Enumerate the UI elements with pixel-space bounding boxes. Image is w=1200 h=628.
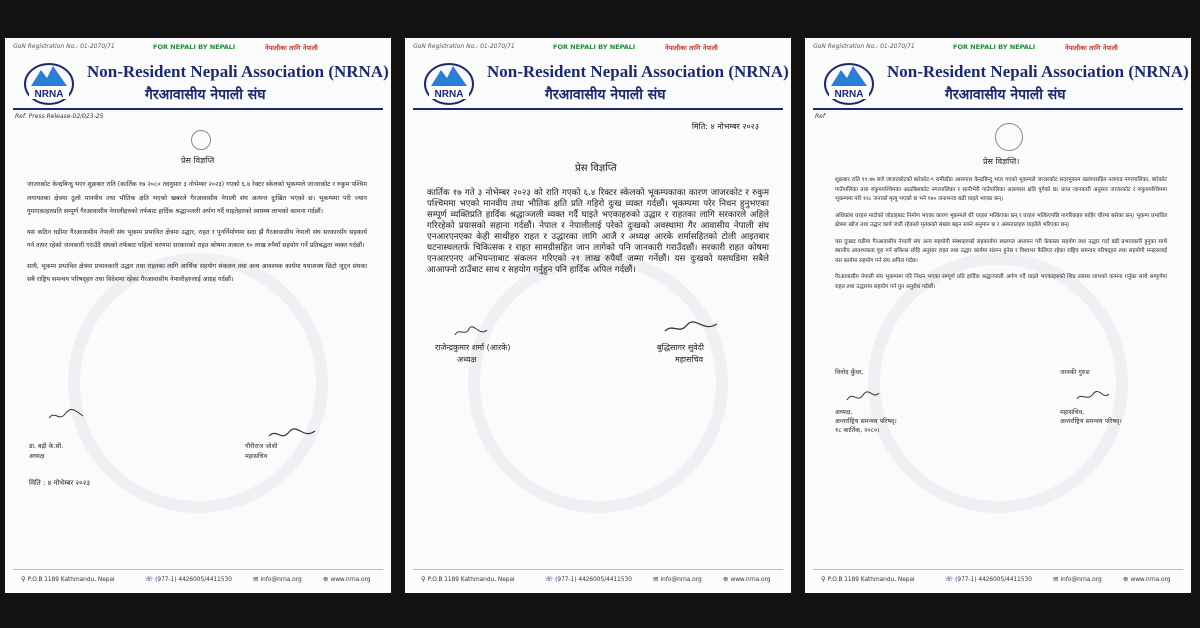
signature-date: १८ कार्तिक, २०८०। bbox=[835, 427, 880, 434]
signature-icon bbox=[1075, 390, 1111, 404]
signatory-left-name: विनोद कुँवर, bbox=[835, 369, 864, 376]
letterhead-topbar bbox=[813, 43, 1183, 53]
email-icon: ✉ bbox=[1053, 575, 1059, 583]
body-paragraph: अधिकांश घरहरु माटोको जोडाइबाट निर्माण भएका कारण भूकम्पले धेरै घरहरु भत्किएका छन् र घरहरु भत्किएपछि नागरिकहरु बाहिर चौरमा बसेका छन्। भूकम्प प्रभावित क्षेत्रमा खोज तथा उद्धार कार्य जारी रहेकाले मृतकको संख्या बढ्न सक्ने अनुमान छ र अस्पतालहरु घाइतेले भरिएका छन्। bbox=[835, 212, 1167, 228]
slogan-np: नेपालीका लागि नेपाली bbox=[665, 44, 718, 52]
signatory-council: अन्तर्राष्ट्रिय समन्वय परिषद्। bbox=[1060, 418, 1122, 425]
watermark-logo bbox=[468, 253, 728, 513]
signatory-right bbox=[245, 442, 277, 462]
logo-text: NRNA bbox=[34, 89, 64, 100]
body-paragraph: यस दुःखद घडीमा गैरआवासीय नेपाली संघ अन्य सहयोगी संस्थाहरुको सहकार्यमा स्थलगत अध्ययन गरी केकस्ता सहयोग तथा उद्धार गर्दा बढी प्रभावकारी हुनुका साथै स्थानीय आवश्यकता पूरा गर्न सकिन्छ सोहि अनुसार राहत तथा उद्धार कार्यमा संलग्न हुनेछ र विश्वभर फैलिएर रहेका राष्ट्रिय समन्वय परिषद्हरु तथा सहयोगी मनहरुलाई यस कार्यमा सहयोग गर्न संघ अपिल गर्दछ। bbox=[835, 238, 1167, 264]
header-divider bbox=[413, 108, 783, 110]
footer-phone: (977-1) 4426005/4411530 bbox=[555, 577, 632, 583]
body-paragraph: जाजरकोट केन्द्रबिन्दु भएर शुक्रबार राति (कार्तिक १७ २०८० तदनुसार ३ नोभेम्बर २०२३) गएको ६.४ रेक्टर स्केलको भूकम्पले जाजरकोट र रुकुम पश्चिम लगायतका क्षेत्रमा ठूलो मानवीय तथा भौतिक क्षति भएको खबरले गैरआवासीय नेपाली संघ अत्यन्त दुःखित भएको छ। भूकम्पमा परी ज्यान गुमाएकाहरुप्रति सम्पूर्ण गैरआवासीय नेपालीहरुको तर्फबाट हार्दिक श्रद्धाञ्जली अर्पण गर्दै घाइतेहरुको स्वास्थ्य लाभको कामना गर्दछौं। bbox=[27, 181, 367, 215]
signature-icon bbox=[663, 321, 719, 335]
signatory-role: महासचिव bbox=[675, 355, 704, 364]
press-release-title: प्रेस विज्ञप्ति bbox=[181, 156, 215, 165]
nrna-logo-icon bbox=[423, 58, 475, 106]
footer-address: P.O.B 1189 Kathmandu, Nepal bbox=[427, 577, 515, 583]
registration-number: GoN Registration No.: 01-2070/71 bbox=[413, 43, 515, 50]
signatory-name: राजेन्द्रकुमार शर्मा (आरके) bbox=[435, 343, 511, 352]
letterhead-footer bbox=[405, 565, 791, 593]
reference-number: Ref bbox=[815, 113, 825, 120]
org-name-np: गैरआवासीय नेपाली संघ bbox=[545, 87, 666, 103]
press-release-body bbox=[835, 176, 1167, 299]
location-pin-icon: ⚲ bbox=[21, 575, 26, 583]
signatory-role: महासचिव, bbox=[1060, 409, 1085, 416]
signatory-name: बुद्धिसागर सुवेदी bbox=[657, 343, 705, 352]
org-name-en: Non-Resident Nepali Association (NRNA) bbox=[887, 62, 1189, 81]
signature-icon bbox=[267, 428, 317, 442]
slogan-np: नेपालीका लागि नेपाली bbox=[265, 44, 318, 52]
body-paragraph: गैरआवासीय नेपाली संघ भूकम्पमा परि निधन भएका सम्पूर्ण प्रति हार्दिक श्रद्धाञ्जली अर्पण गर्दै घाइते भएकाहरुको शिघ्र स्वास्थ लाभको कामना गर्नुका साथै सम्पूर्णमा राहत तथा उद्धारमा सहयोग गर्न पुन अनुरोध गर्दछौं। bbox=[835, 274, 1167, 290]
body-paragraph: शुक्रबार राति ११:४७ बजे जाजरकोटको बारेकोट-९ रामीडाँडा आसपास केन्द्रबिन्दु भएर गएको भूकम्पले जाजरकोट सदरमुकाम खलंगासहित नलगाड नगरपालिका, बारेकोट गाउँपालिका तथा रुकुमपश्चिमका आठबिसकोट नगरपालिका र सानीभेरी गाउँपालिका आसपास क्षति पुगेको छ। प्राप्त जानकारी अनुसार जाजरकोट र रुकुमपश्चिममा भूकम्पमा परी १२८ जनाको मृत्यु भएको छ भने १४० जनाभन्दा बढी घाइते भएका छन्। bbox=[835, 177, 1167, 202]
footer-address: P.O.B 1189 Kathmandu, Nepal bbox=[27, 577, 115, 583]
signatory-role: अध्यक्ष bbox=[29, 453, 45, 460]
body-paragraph: यस कठिन घडीमा गैरआवासीय नेपाली संघ भूकम्प प्रभावित क्षेत्रमा उद्धार, राहत र पुनर्निर्माणमा सदा झैं गैरआवासीय नेपाली संघ सरकारसँग सहकार्य गर्न तत्पर रहेको जानकारी गराउँदै संघको तर्फबाट पहिलो चरणमा सरकारको राहत कोषमा तत्काल १० लाख रुपैयाँ सहयोग गर्ने प्रतिबद्धता व्यक्त गर्दछौं। bbox=[27, 228, 367, 249]
signature-icon bbox=[47, 408, 87, 422]
signatory-role: अध्यक्ष bbox=[457, 355, 477, 364]
org-name-en: Non-Resident Nepali Association (NRNA) bbox=[87, 62, 389, 81]
signatory-name: गौरीराज जोशी bbox=[245, 443, 278, 450]
signatory-council: अन्तर्राष्ट्रिय समन्वय परिषद्। bbox=[835, 418, 897, 425]
signature-icon bbox=[453, 325, 493, 339]
release-date: मिति: ४ नोभम्बर २०२३ bbox=[691, 122, 759, 131]
signatory-name: डा. बद्री के.सी. bbox=[29, 443, 64, 450]
press-release-page-1 bbox=[5, 38, 391, 593]
email-icon: ✉ bbox=[253, 575, 259, 583]
footer-phone: (977-1) 4426005/4411530 bbox=[155, 577, 232, 583]
registration-number: GoN Registration No.: 01-2070/71 bbox=[13, 43, 115, 50]
slogan-en: FOR NEPALI BY NEPALI bbox=[953, 43, 1036, 51]
footer-web: www.nrna.org bbox=[730, 577, 771, 583]
press-release-body bbox=[27, 178, 367, 294]
phone-icon: ☏ bbox=[945, 575, 954, 583]
signatory-role: महासचिव bbox=[245, 453, 268, 460]
header-divider bbox=[813, 108, 1183, 110]
logo-text: NRNA bbox=[434, 89, 464, 100]
footer-address: P.O.B 1189 Kathmandu, Nepal bbox=[827, 577, 915, 583]
org-name-np: गैरआवासीय नेपाली संघ bbox=[145, 87, 266, 103]
signatory-left bbox=[29, 442, 63, 462]
signatory-role: अध्यक्ष, bbox=[835, 409, 853, 416]
reference-number: Ref. Press Release-02/023-25 bbox=[15, 113, 104, 120]
org-name-np: गैरआवासीय नेपाली संघ bbox=[945, 87, 1066, 103]
email-icon: ✉ bbox=[653, 575, 659, 583]
press-release-body bbox=[427, 188, 769, 283]
letterhead-topbar bbox=[413, 43, 783, 53]
slogan-en: FOR NEPALI BY NEPALI bbox=[153, 43, 236, 51]
slogan-np: नेपालीका लागि नेपाली bbox=[1065, 44, 1118, 52]
web-icon: ⊕ bbox=[1123, 575, 1129, 583]
footer-divider bbox=[13, 569, 383, 570]
footer-email: info@nrna.org bbox=[1060, 577, 1102, 583]
signatory-left bbox=[835, 408, 897, 435]
letterhead-footer bbox=[805, 565, 1191, 593]
org-name-en: Non-Resident Nepali Association (NRNA) bbox=[487, 62, 789, 81]
signatory-right bbox=[1060, 408, 1122, 426]
nrna-logo-icon bbox=[823, 58, 875, 106]
body-paragraph: साथै, भूकम्प प्रभावित क्षेत्रमा प्रभावकारी उद्धार तथा राहतका लागि आर्थिक सहयोग संकलन तथा अन्य आवश्यक कार्यमा यथाशक्य छिटो जुट्न संघका सबै राष्ट्रिय समन्वय परिषद्हरु तथा विदेशमा रहेका गैरआवासीय नेपालीहरुलाई आग्रह गर्दछौं। bbox=[27, 262, 367, 283]
signatory-left bbox=[435, 342, 511, 366]
web-icon: ⊕ bbox=[323, 575, 329, 583]
registration-number: GoN Registration No.: 01-2070/71 bbox=[813, 43, 915, 50]
body-paragraph: कार्तिक १७ गते ३ नोभेम्बर २०२३ को राति गएको ६.४ रिक्टर स्केलको भूकम्पकाका कारण जाजरकोट र रुकुम पश्चिममा भएको मानवीय तथा भौतिक क्षति प्रति गहिरो दुःख व्यक्त गर्दछौं। भूकम्पमा परेर निधन हुनुभएका सम्पूर्ण व्यक्तिप्रति हार्दिक श्रद्धाञ्जली व्यक्त गर्दै घाइते भएकाहरुको उद्धार र राहतका लागि सरकारले अहिले गरिरहेको प्रयासको सहाना गर्दछौं। नेपाल र नेपालीलाई परेको दुःखको अवस्थामा गैर आवासीय नेपाली संघ एनआरएनएका केही साथीहरु राहत र उद्धारका लागि आजै र अध्यक्ष आरके शर्मासहितको टोली आइतबार घटनास्थलतर्फ चिकित्सक र राहत सामग्रीसहित जान लागेको पनि जानकारी गराउँदछौं। सरकारी राहत कोषमा एनआरएनए अभियन्ताबाट संकलन गरिएको २१ लाख रुपैयाँ जम्मा गर्नेछौं। यस दुःखको यसघडिमा सबैले आआफ्नो ठाउँबाट साथ र सहयोग गर्नुहुन पनि हार्दिक अपिल गर्दछौं। bbox=[427, 188, 769, 275]
header-divider bbox=[13, 108, 383, 110]
phone-icon: ☏ bbox=[545, 575, 554, 583]
location-pin-icon: ⚲ bbox=[821, 575, 826, 583]
logo-text: NRNA bbox=[834, 89, 864, 100]
signatory-right-name: जानकी गुरुङ bbox=[1060, 369, 1090, 376]
footer-divider bbox=[413, 569, 783, 570]
press-release-page-2 bbox=[405, 38, 791, 593]
release-date: मिति : ४ नोभेम्बर २०२३ bbox=[29, 479, 91, 487]
footer-email: info@nrna.org bbox=[660, 577, 702, 583]
web-icon: ⊕ bbox=[723, 575, 729, 583]
press-release-page-3 bbox=[805, 38, 1191, 593]
seal-icon bbox=[191, 130, 211, 150]
letterhead-topbar bbox=[13, 43, 383, 53]
nrna-logo-icon bbox=[23, 58, 75, 106]
signature-icon bbox=[845, 390, 881, 404]
footer-web: www.nrna.org bbox=[330, 577, 371, 583]
letterhead-footer bbox=[5, 565, 391, 593]
slogan-en: FOR NEPALI BY NEPALI bbox=[553, 43, 636, 51]
press-release-title: प्रेस विज्ञप्ति bbox=[575, 163, 617, 174]
seal-icon bbox=[995, 123, 1023, 151]
press-release-title: प्रेस विज्ञप्ति। bbox=[983, 157, 1020, 166]
location-pin-icon: ⚲ bbox=[421, 575, 426, 583]
footer-phone: (977-1) 4426005/4411530 bbox=[955, 577, 1032, 583]
footer-web: www.nrna.org bbox=[1130, 577, 1171, 583]
phone-icon: ☏ bbox=[145, 575, 154, 583]
footer-email: info@nrna.org bbox=[260, 577, 302, 583]
footer-divider bbox=[813, 569, 1183, 570]
signatory-right bbox=[657, 342, 704, 366]
